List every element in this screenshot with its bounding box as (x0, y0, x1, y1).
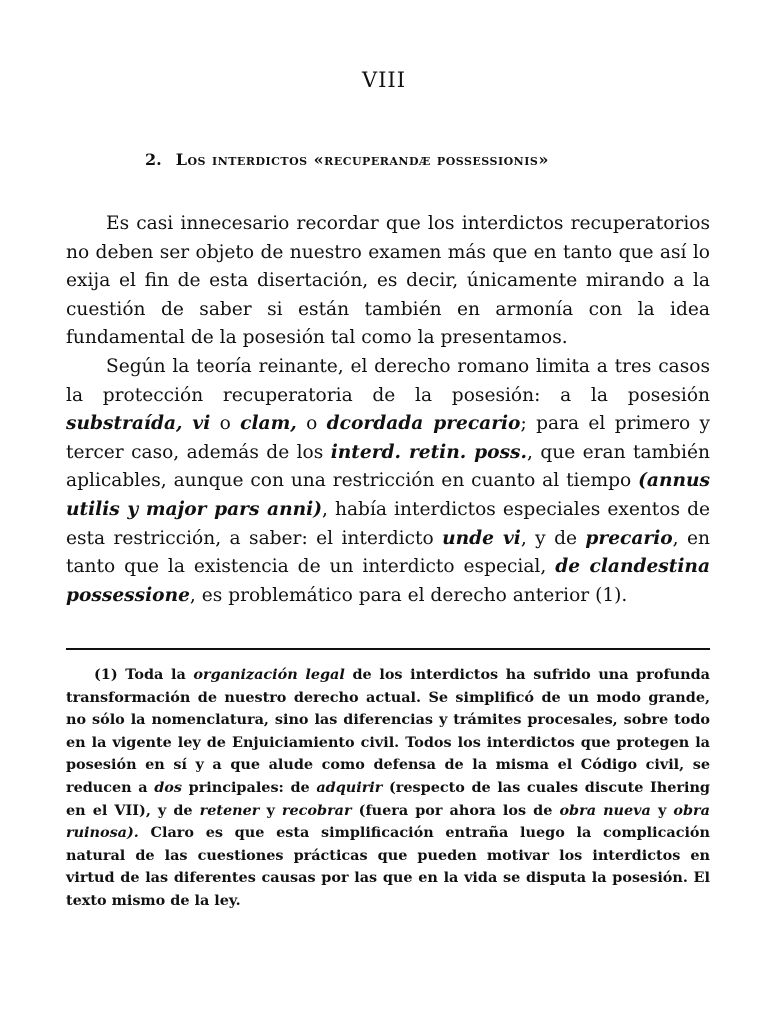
text-run: principales: de (182, 778, 317, 796)
text-run: y (650, 801, 674, 819)
italic-term: de clandestina possessione (66, 556, 710, 606)
text-run: (respecto de las cuales discute Ihering en el VII), y de (66, 778, 710, 819)
footnote-divider (66, 648, 710, 650)
text-run: Según la teoría reinante, el derecho romano limita a tres casos la protección recuperatoria de la posesión: a la posesión (66, 355, 710, 406)
section-title: Los interdictos «recuperandæ possessionis» (175, 150, 549, 169)
text-run: Claro es que esta simplificación entraña luego la complicación natural de las cuestiones prácticas que pueden motivar los interdictos en virtud de las diferentes causas por las que en la vida se disputa la posesión. El texto mismo de la ley. (66, 824, 710, 909)
italic-term: dos (154, 778, 182, 796)
italic-term: (annus utilis y major pars anni) (66, 470, 710, 520)
section-number: 2. (145, 150, 162, 169)
italic-term: dcordada precario (326, 413, 521, 435)
text-run: , había interdictos especiales exentos de esta restricción, a saber: el interdicto (66, 498, 710, 549)
italic-term: interd. retin. poss. (330, 441, 527, 463)
paragraph-2 (66, 353, 710, 610)
text-run: , y de (520, 527, 586, 549)
text-run: , en tanto que la existencia de un interdicto especial, (66, 527, 710, 578)
italic-term: obra ruinosa). (66, 801, 710, 842)
text-run: , es problemático para el derecho anterior (1). (189, 584, 628, 606)
text-run: ; para el primero y tercer caso, además de los (66, 413, 711, 463)
italic-term: obra nueva (559, 801, 651, 819)
chapter-number: VIII (361, 68, 407, 92)
text-run: o (296, 413, 327, 435)
body-text (66, 210, 710, 610)
italic-term: unde vi (442, 527, 521, 549)
text-run: o (210, 413, 241, 435)
text-run: de los interdictos ha sufrido una profunda transformación de nuestro derecho actual. Se simplificó de un modo grande, no sólo la nomenclatura, sino las diferencias y trámites procesales, sobre todo en la vigente ley de Enjuiciamiento civil. Todos los interdictos que protegen la posesión en sí y a que alude como defensa de la misma el Código civil, se reducen a (66, 666, 710, 796)
paragraph-1: Es casi innecesario recordar que los interdictos recuperatorios no deben ser objeto de nuestro examen más que en tanto que así lo exija el fin de esta disertación, es decir, únicamente mirando a la cuestión de saber si están también en armonía con la idea fundamental de la posesión tal como la presentamos. (66, 213, 710, 349)
text-run: (fuera por ahora los de (351, 801, 560, 819)
italic-term: recobrar (281, 801, 352, 819)
italic-term: adquirir (316, 778, 383, 796)
italic-term: retener (199, 801, 260, 819)
text-run: , que eran también aplicables, aunque con una restricción en cuanto al tiempo (66, 441, 710, 492)
footnote (66, 664, 710, 913)
italic-term: clam, (240, 413, 297, 435)
italic-term: organización legal (193, 666, 345, 683)
italic-term: precario (585, 527, 673, 549)
italic-term: substraída, vi (66, 413, 211, 435)
section-heading (145, 150, 549, 169)
text-run: (1) Toda la (94, 666, 194, 683)
footnote-paragraph (66, 664, 710, 913)
text-run: y (259, 801, 282, 819)
